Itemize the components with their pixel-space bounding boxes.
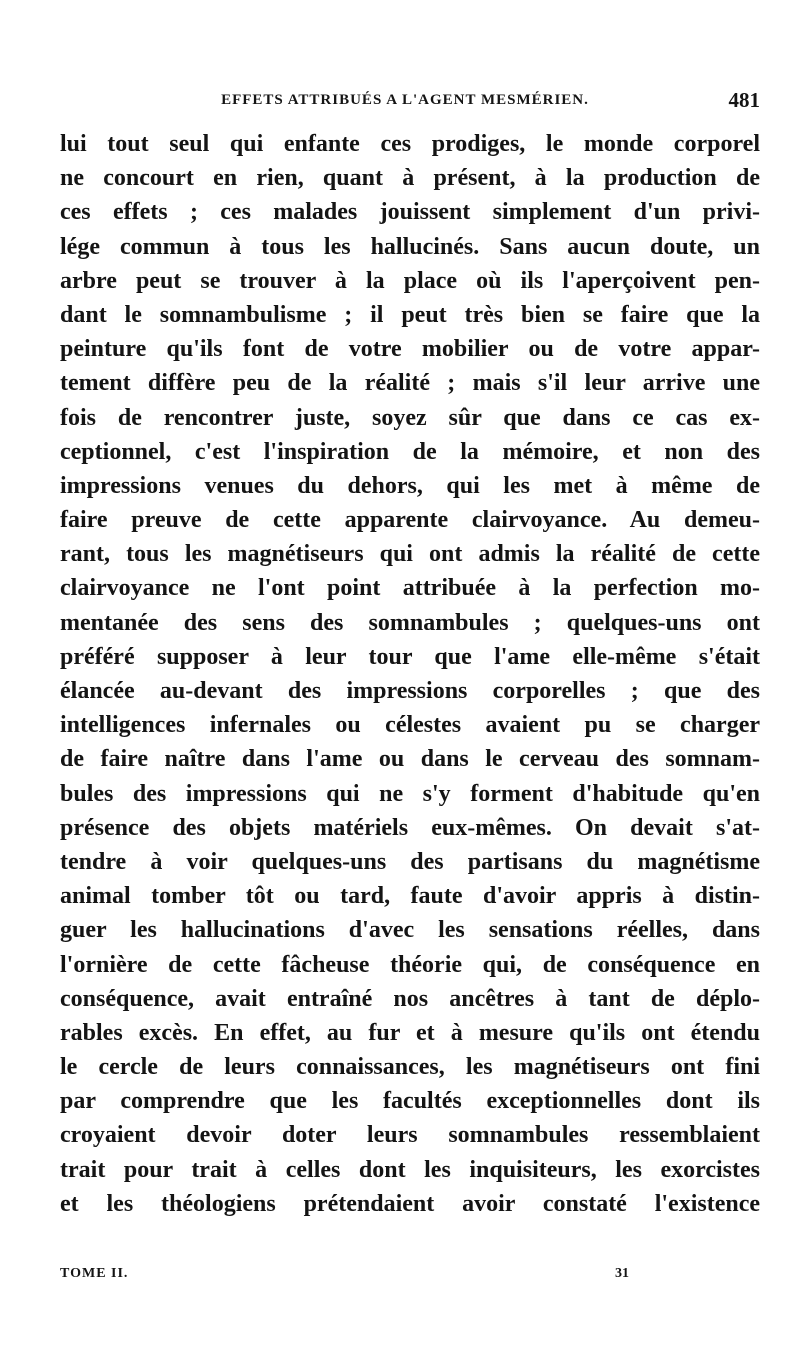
text-line: croyaient devoir doter leurs somnambules ressemblaient	[60, 1122, 760, 1149]
text-line: le cercle de leurs connaissances, les magnétiseurs ont fini	[60, 1054, 760, 1081]
text-line: préféré supposer à leur tour que l'ame elle-même s'était	[60, 643, 760, 670]
text-line: ne concourt en rien, quant à présent, à la production de	[60, 165, 760, 192]
text-line: guer les hallucinations d'avec les sensations réelles, dans	[60, 917, 760, 944]
text-line: fois de rencontrer juste, soyez sûr que dans ce cas ex-	[60, 404, 760, 431]
text-line: mentanée des sens des somnambules ; quelques-uns ont	[60, 609, 760, 636]
text-line: lége commun à tous les hallucinés. Sans aucun doute, un	[60, 233, 760, 260]
running-head	[50, 88, 760, 114]
text-line: intelligences infernales ou célestes avaient pu se charger	[60, 712, 760, 739]
signature-mark: 31	[615, 1266, 629, 1281]
text-line: tendre à voir quelques-uns des partisans du magnétisme	[60, 848, 760, 875]
text-line: l'ornière de cette fâcheuse théorie qui, de conséquence en	[60, 951, 760, 978]
text-line: faire preuve de cette apparente clairvoyance. Au demeu-	[60, 507, 760, 534]
text-line: lui tout seul qui enfante ces prodiges, le monde corporel	[60, 131, 760, 157]
text-line: rables excès. En effet, au fur et à mesure qu'ils ont étendu	[60, 1019, 760, 1046]
text-line: conséquence, avait entraîné nos ancêtres à tant de déplo-	[60, 985, 760, 1012]
text-line: de faire naître dans l'ame ou dans le cerveau des somnam-	[60, 746, 760, 773]
text-line: arbre peut se trouver à la place où ils l'aperçoivent pen-	[60, 267, 760, 294]
text-line: présence des objets matériels eux-mêmes. On devait s'at-	[60, 814, 760, 841]
text-line: tement diffère peu de la réalité ; mais s'il leur arrive une	[60, 370, 760, 397]
page-footer	[60, 1266, 760, 1288]
text-line: rant, tous les magnétiseurs qui ont admis la réalité de cette	[60, 541, 760, 568]
text-line: animal tomber tôt ou tard, faute d'avoir appris à distin-	[60, 883, 760, 910]
volume-signature: TOME II.	[60, 1266, 129, 1281]
text-line: bules des impressions qui ne s'y forment d'habitude qu'en	[60, 780, 760, 807]
text-line: ces effets ; ces malades jouissent simplement d'un privi-	[60, 199, 760, 226]
text-line: clairvoyance ne l'ont point attribuée à la perfection mo-	[60, 575, 760, 602]
text-line: ceptionnel, c'est l'inspiration de la mémoire, et non des	[60, 438, 760, 465]
body-text	[60, 127, 760, 1221]
text-line: dant le somnambulisme ; il peut très bien se faire que la	[60, 301, 760, 328]
text-line: peinture qu'ils font de votre mobilier ou de votre appar-	[60, 336, 760, 363]
text-line: élancée au-devant des impressions corporelles ; que des	[60, 678, 760, 704]
running-title: EFFETS ATTRIBUÉS A L'AGENT MESMÉRIEN.	[221, 92, 589, 108]
text-line: par comprendre que les facultés exceptionnelles dont ils	[60, 1088, 760, 1115]
text-line: impressions venues du dehors, qui les met à même de	[60, 472, 760, 499]
text-line: et les théologiens prétendaient avoir constaté l'existence	[60, 1190, 760, 1217]
page-number: 481	[728, 88, 760, 112]
text-line: trait pour trait à celles dont les inquisiteurs, les exorcistes	[60, 1156, 760, 1183]
